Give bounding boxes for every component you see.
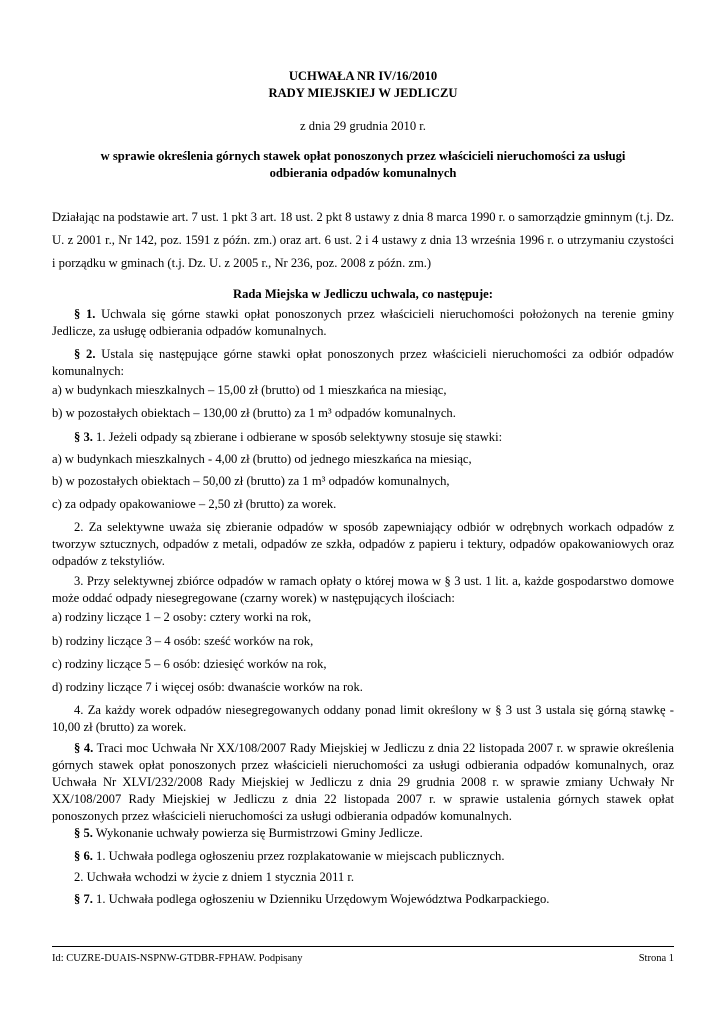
section-3-p1 [52, 429, 674, 446]
section-5-text: Wykonanie uchwały powierza się Burmistrzowi Gminy Jedlicze. [92, 826, 423, 840]
footer-document-id: Id: CUZRE-DUAIS-NSPNW-GTDBR-FPHAW. Podpisany [52, 953, 303, 964]
section-5 [52, 825, 674, 842]
section-5-mark: § 5. [74, 826, 93, 840]
section-6-mark: § 6. [74, 849, 93, 863]
section-6-p1-text: 1. Uchwała podlega ogłoszeniu przez rozplakatowanie w miejscach publicznych. [92, 849, 505, 863]
section-7-p1-text: 1. Uchwała podlega ogłoszeniu w Dzienniku Urzędowym Województwa Podkarpackiego. [92, 892, 550, 906]
preamble: Działając na podstawie art. 7 ust. 1 pkt 3 art. 18 ust. 2 pkt 8 ustawy z dnia 8 marca 1990 r. o samorządzie gminnym (t.j. Dz. U. z 2001 r., Nr 142, poz. 1591 z późn. zm.) oraz art. 6 ust. 2 i 4 ustawy z dnia 13 września 1996 r. o utrzymaniu czystości i porządku w gminach (t.j. Dz. U. z 2005 r., Nr 236, poz. 2008 z późn. zm.) [52, 210, 674, 270]
section-2-item-a: a) w budynkach mieszkalnych – 15,00 zł (brutto) od 1 mieszkańca na miesiąc, [52, 383, 447, 397]
section-3-p3: 3. Przy selektywnej zbiórce odpadów w ramach opłaty o której mowa w § 3 ust. 1 lit. a, każde gospodarstwo domowe może oddać odpady niesegregowane (czarny worek) w następujących ilościach: [52, 574, 674, 605]
section-4-text: Traci moc Uchwała Nr XX/108/2007 Rady Miejskiej w Jedliczu z dnia 22 listopada 2007 r. w sprawie określenia górnych stawek opłat ponoszonych przez właścicieli nieruchomości za usługi odbierania odpadów komunalnych, oraz Uchwała Nr XLVI/232/2008 Rady Miejskiej w Jedliczu z dnia 29 grudnia 2008 r. w sprawie zmiany Uchwały Nr XX/108/2007 Rady Miejskiej w Jedliczu z dnia 22 listopada 2007 r. w sprawie ustalenia górnych stawek opłat ponoszonych przez właścicieli nieruchomości za usługi odbierania odpadów komunalnych. [52, 741, 675, 823]
section-1-text: Uchwala się górne stawki opłat ponoszonych przez właścicieli nieruchomości położonych na terenie gminy Jedlicze, za usługę odbierania odpadów komunalnych. [52, 307, 675, 338]
section-4 [52, 740, 674, 825]
section-2-mark: § 2. [74, 347, 96, 361]
section-2 [52, 346, 674, 380]
section-3-item-a: a) w budynkach mieszkalnych - 4,00 zł (brutto) od jednego mieszkańca na miesiąc, [52, 452, 472, 466]
section-1 [52, 306, 674, 340]
section-7-mark: § 7. [74, 892, 93, 906]
section-3-item-b: b) w pozostałych obiektach – 50,00 zł (brutto) za 1 m³ odpadów komunalnych, [52, 474, 450, 488]
footer-page-number: Strona 1 [638, 953, 674, 964]
section-7-p1 [52, 891, 674, 908]
section-3-p2: 2. Za selektywne uważa się zbieranie odpadów w sposób zapewniający odbiór w odrębnych workach odpadów z tworzyw sztucznych, odpadów z metali, odpadów ze szkła, odpadów z papieru i tektury, odpadów opakowaniowych oraz odpadów z tekstyliów. [52, 520, 674, 568]
section-3-p3-item-c: c) rodziny liczące 5 – 6 osób: dziesięć worków na rok, [52, 657, 327, 671]
section-6-p1 [52, 848, 674, 865]
section-3-p3-item-d: d) rodziny liczące 7 i więcej osób: dwanaście worków na rok. [52, 680, 363, 694]
subject-line-1: w sprawie określenia górnych stawek opłat ponoszonych przez właścicieli nieruchomości za usługi [100, 149, 626, 163]
section-3-item-c: c) za odpady opakowaniowe – 2,50 zł (brutto) za worek. [52, 497, 337, 511]
section-3-mark: § 3. [74, 430, 93, 444]
resolution-subject [52, 148, 674, 182]
section-6-p2: 2. Uchwała wchodzi w życie z dniem 1 stycznia 2011 r. [74, 870, 355, 884]
section-3-p3-item-a: a) rodziny liczące 1 – 2 osoby: cztery worki na rok, [52, 610, 312, 624]
section-3-p1-text: 1. Jeżeli odpady są zbierane i odbierane w sposób selektywny stosuje się stawki: [92, 430, 503, 444]
section-1-mark: § 1. [74, 307, 96, 321]
section-2-text: Ustala się następujące górne stawki opłat ponoszonych przez właścicieli nieruchomości za odbiór odpadów komunalnych: [52, 347, 674, 378]
section-4-mark: § 4. [74, 741, 94, 755]
resolves-heading: Rada Miejska w Jedliczu uchwala, co następuje: [233, 287, 493, 301]
subject-line-2: odbierania odpadów komunalnych [269, 166, 457, 180]
resolution-title [52, 68, 674, 102]
resolution-date: z dnia 29 grudnia 2010 r. [300, 119, 426, 133]
section-3-p3-item-b: b) rodziny liczące 3 – 4 osób: sześć worków na rok, [52, 634, 314, 648]
section-2-item-b: b) w pozostałych obiektach – 130,00 zł (brutto) za 1 m³ odpadów komunalnych. [52, 406, 456, 420]
footer-divider [52, 946, 674, 947]
title-line-2: RADY MIEJSKIEJ W JEDLICZU [268, 86, 458, 100]
title-line-1: UCHWAŁA NR IV/16/2010 [288, 69, 438, 83]
section-3-p4: 4. Za każdy worek odpadów niesegregowanych oddany ponad limit określony w § 3 ust 3 ustala się górną stawkę - 10,00 zł (brutto) za worek. [52, 703, 674, 734]
